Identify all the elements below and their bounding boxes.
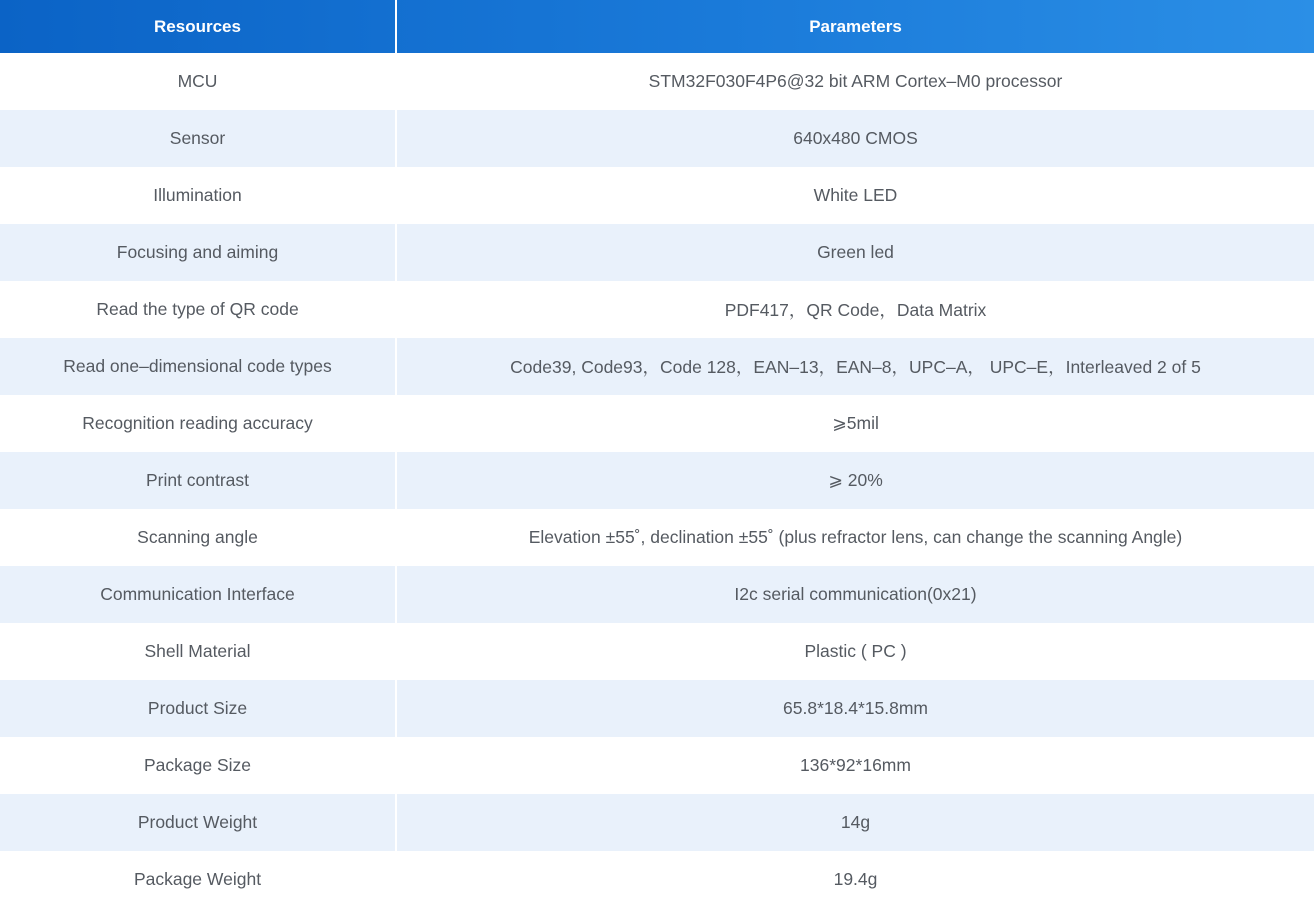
resource-cell: Shell Material: [0, 623, 396, 680]
table-row: [0, 623, 1314, 680]
table-header: [0, 0, 1314, 53]
table-row: [0, 167, 1314, 224]
header-row: [0, 0, 1314, 53]
resource-cell: Read one–dimensional code types: [0, 338, 396, 395]
table-row: [0, 794, 1314, 851]
parameter-cell: ⩾ 20%: [828, 470, 883, 490]
parameter-cell: Plastic ( PC ): [804, 641, 907, 661]
parameter-cell: 65.8*18.4*15.8mm: [783, 698, 928, 718]
resources-column-header: Resources: [0, 0, 396, 53]
resource-cell: Product Weight: [0, 794, 396, 851]
parameter-cell: Code39, Code93，Code 128，EAN–13，EAN–8，UPC–A， UPC–E，Interleaved 2 of 5: [510, 357, 1201, 377]
table-row: [0, 224, 1314, 281]
parameter-cell: Elevation ±55˚, declination ±55˚ (plus refractor lens, can change the scanning Angle): [528, 527, 1183, 547]
table-row: [0, 566, 1314, 623]
resource-cell: Scanning angle: [0, 509, 396, 566]
parameter-cell: 14g: [840, 812, 871, 832]
table-body: [0, 53, 1314, 901]
parameter-cell: 19.4g: [833, 869, 878, 889]
table-row: [0, 851, 1314, 901]
resource-cell: MCU: [0, 53, 396, 110]
resource-cell: Illumination: [0, 167, 396, 224]
table-row: [0, 509, 1314, 566]
table-row: [0, 680, 1314, 737]
parameter-cell: PDF417，QR Code，Data Matrix: [724, 300, 987, 320]
resource-cell: Package Weight: [0, 851, 396, 901]
resource-cell: Focusing and aiming: [0, 224, 396, 281]
parameter-cell: White LED: [813, 185, 898, 205]
table-row: [0, 338, 1314, 395]
resource-cell: Package Size: [0, 737, 396, 794]
parameter-cell: I2c serial communication(0x21): [734, 584, 977, 604]
table-row: [0, 281, 1314, 338]
table-row: [0, 110, 1314, 167]
resource-cell: Sensor: [0, 110, 396, 167]
parameter-cell: 640x480 CMOS: [793, 128, 918, 148]
resource-cell: Product Size: [0, 680, 396, 737]
table-row: [0, 53, 1314, 110]
table-row: [0, 395, 1314, 452]
resource-cell: Recognition reading accuracy: [0, 395, 396, 452]
table-row: [0, 452, 1314, 509]
parameter-cell: Green led: [817, 242, 894, 262]
parameter-cell: STM32F030F4P6@32 bit ARM Cortex–M0 processor: [648, 71, 1063, 91]
parameters-column-header: Parameters: [809, 16, 902, 36]
table-row: [0, 737, 1314, 794]
resource-cell: Read the type of QR code: [0, 281, 396, 338]
parameter-cell: 136*92*16mm: [800, 755, 911, 775]
resource-cell: Print contrast: [0, 452, 396, 509]
parameter-cell: ⩾5mil: [832, 413, 879, 433]
resource-cell: Communication Interface: [0, 566, 396, 623]
